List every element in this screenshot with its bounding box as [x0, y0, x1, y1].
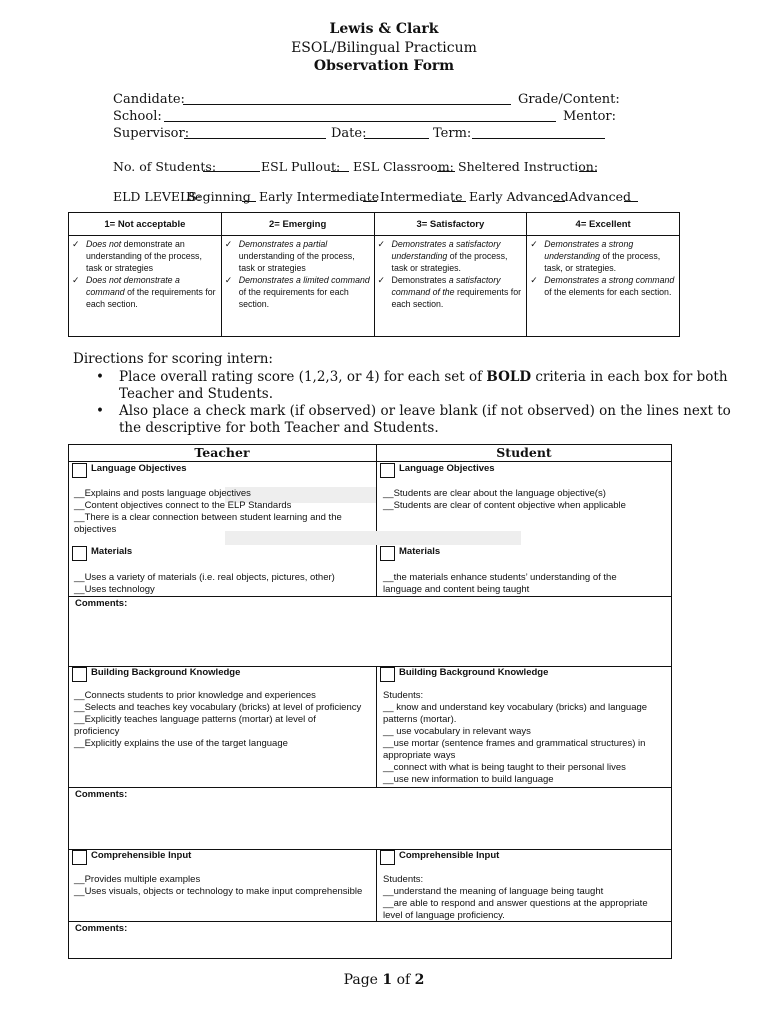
- form-title: Observation Form: [313, 58, 455, 74]
- criterion-line[interactable]: __ know and understand key vocabulary (bricks) and language: [383, 702, 648, 713]
- teacher-materials-score-box[interactable]: [72, 546, 87, 561]
- comments-label: Comments:: [75, 598, 128, 609]
- criterion-line[interactable]: __There is a clear connection between student learning and the: [74, 512, 342, 523]
- directions-bullet-2: Also place a check mark (if observed) or leave blank (if not observed) on the lines next to: [119, 403, 731, 419]
- criterion-line[interactable]: __Explains and posts language objectives: [74, 488, 251, 499]
- criterion-line[interactable]: __Provides multiple examples: [74, 874, 201, 885]
- criterion-line[interactable]: __Students are clear of content objective when applicable: [383, 500, 626, 511]
- teacher-background-heading: Building Background Knowledge: [72, 667, 240, 682]
- check-icon: ✓: [72, 275, 80, 285]
- eld-early-intermediate-field[interactable]: [363, 201, 377, 202]
- teacher-language-objectives-list: [74, 488, 374, 536]
- criterion-line: Students:: [383, 874, 424, 885]
- criterion-line: Students:: [383, 690, 424, 701]
- term-label: Term:: [433, 126, 472, 141]
- criterion-line[interactable]: __use mortar (sentence frames and grammatical structures) in: [383, 738, 646, 749]
- teacher-background-score-box[interactable]: [72, 667, 87, 682]
- teacher-language-objectives-score-box[interactable]: [72, 463, 87, 478]
- directions-title: Directions for scoring intern:: [73, 351, 273, 367]
- rubric-cell-3: ✓ Demonstrates a satisfactory understanding of the process, task or strategies. ✓ Demonstrates a satisfactory command of the requirements for each section.: [374, 236, 527, 337]
- criterion-line: appropriate ways: [383, 750, 456, 761]
- bullet-icon: •: [96, 369, 104, 385]
- teacher-language-objectives-heading: Language Objectives: [72, 463, 187, 478]
- criterion-line: patterns (mortar).: [383, 714, 457, 725]
- esl-classroom-label: ESL Classroom:: [353, 159, 454, 174]
- date-field[interactable]: [364, 138, 429, 139]
- form-institution: Lewis & Clark: [329, 21, 439, 37]
- student-comprehensible-heading: Comprehensible Input: [380, 850, 499, 865]
- student-materials-heading: Materials: [380, 546, 440, 561]
- student-materials-score-box[interactable]: [380, 546, 395, 561]
- check-icon: ✓: [530, 275, 538, 285]
- criterion-line[interactable]: __Content objectives connect to the ELP Standards: [74, 500, 292, 511]
- supervisor-field[interactable]: [184, 138, 326, 139]
- rubric-cell-2: ✓ Demonstrates a partial understanding of the process, task or strategies ✓ Demonstrates a limited command of the requirements for each section.: [221, 236, 374, 337]
- candidate-field[interactable]: [183, 104, 511, 105]
- eld-intermediate-label: Intermediate: [380, 189, 463, 204]
- directions-bullet-2-cont: the descriptive for both Teacher and Students.: [119, 420, 439, 436]
- criterion-line[interactable]: __Connects students to prior knowledge and experiences: [74, 690, 316, 701]
- directions-bullet-1: Place overall rating score (1,2,3, or 4) for each set of BOLD criteria in each box for both: [119, 369, 728, 385]
- check-icon: ✓: [224, 239, 233, 249]
- bullet-icon: •: [96, 403, 104, 419]
- eld-beginning-label: Beginning: [186, 189, 251, 204]
- student-language-objectives-score-box[interactable]: [380, 463, 395, 478]
- criterion-line[interactable]: __Uses visuals, objects or technology to make input comprehensible: [74, 886, 363, 897]
- rubric-table: [68, 212, 680, 337]
- rubric-header-4: 4= Excellent: [527, 213, 680, 236]
- criterion-line: level of language proficiency.: [383, 910, 505, 921]
- comments-label: Comments:: [75, 923, 128, 934]
- check-icon: ✓: [72, 239, 80, 249]
- teacher-comprehensible-score-box[interactable]: [72, 850, 87, 865]
- eld-advanced-label: Advanced: [569, 189, 631, 204]
- teacher-materials-heading: Materials: [72, 546, 132, 561]
- criterion-line[interactable]: __are able to respond and answer questions at the appropriate: [383, 898, 648, 909]
- criterion-line[interactable]: __connect with what is being taught to their personal lives: [383, 762, 626, 773]
- comments-area-3[interactable]: [70, 937, 670, 957]
- criterion-line[interactable]: __Explicitly explains the use of the target language: [74, 738, 288, 749]
- teacher-comprehensible-list: [74, 874, 374, 898]
- directions-bullet-1-cont: Teacher and Students.: [119, 386, 273, 402]
- date-label: Date:: [331, 126, 367, 141]
- teacher-comprehensible-heading: Comprehensible Input: [72, 850, 191, 865]
- esl-pullout-label: ESL Pullout:: [261, 159, 341, 174]
- grade-content-label: Grade/Content:: [518, 92, 620, 107]
- student-comprehensible-list: [383, 874, 669, 922]
- eld-early-advanced-label: Early Advanced: [469, 189, 569, 204]
- student-background-list: [383, 690, 669, 786]
- student-materials-list: [383, 572, 669, 596]
- esl-pullout-field[interactable]: [331, 171, 349, 172]
- criterion-line: objectives: [74, 524, 117, 535]
- eld-early-advanced-field[interactable]: [553, 201, 565, 202]
- eld-advanced-field[interactable]: [624, 201, 638, 202]
- check-icon: ✓: [377, 275, 385, 285]
- criterion-line: proficiency: [74, 726, 120, 737]
- num-students-label: No. of Students:: [113, 159, 217, 174]
- criterion-line[interactable]: __Uses technology: [74, 584, 155, 595]
- student-background-heading: Building Background Knowledge: [380, 667, 548, 682]
- student-language-objectives-list: [383, 488, 669, 512]
- candidate-label: Candidate:: [113, 92, 185, 107]
- student-language-objectives-heading: Language Objectives: [380, 463, 495, 478]
- comments-area-2[interactable]: [70, 803, 670, 847]
- criterion-line[interactable]: __Uses a variety of materials (i.e. real objects, pictures, other): [74, 572, 335, 583]
- teacher-materials-list: [74, 572, 374, 596]
- rubric-header-3: 3= Satisfactory: [374, 213, 527, 236]
- esl-classroom-field[interactable]: [437, 171, 455, 172]
- eld-early-intermediate-label: Early Intermediate: [259, 189, 380, 204]
- rubric-header-1: 1= Not acceptable: [69, 213, 222, 236]
- school-label: School:: [113, 109, 162, 124]
- school-field[interactable]: [164, 121, 556, 122]
- term-field[interactable]: [472, 138, 605, 139]
- page-number: Page 1 of 2: [343, 972, 425, 988]
- num-students-field[interactable]: [203, 171, 260, 172]
- check-icon: ✓: [377, 239, 385, 249]
- criterion-line[interactable]: __the materials enhance students’ understanding of the: [383, 572, 617, 583]
- teacher-column-header: Teacher: [194, 445, 250, 460]
- criterion-line[interactable]: __Explicitly teaches language patterns (mortar) at level of: [74, 714, 316, 725]
- student-background-score-box[interactable]: [380, 667, 395, 682]
- criterion-line[interactable]: __use new information to build language: [383, 774, 554, 785]
- criterion-line[interactable]: __Students are clear about the language objective(s): [383, 488, 606, 499]
- form-program: ESOL/Bilingual Practicum: [291, 40, 477, 56]
- sheltered-label: Sheltered Instruction:: [458, 159, 599, 174]
- check-icon: ✓: [530, 239, 538, 249]
- criterion-line: language and content being taught: [383, 584, 530, 595]
- check-icon: ✓: [224, 275, 233, 285]
- eld-levels-label: ELD LEVELS:: [113, 189, 202, 204]
- criterion-line[interactable]: __ use vocabulary in relevant ways: [383, 726, 531, 737]
- mentor-label: Mentor:: [563, 109, 617, 124]
- sheltered-field[interactable]: [579, 171, 597, 172]
- student-comprehensible-score-box[interactable]: [380, 850, 395, 865]
- comments-label: Comments:: [75, 789, 128, 800]
- rubric-header-2: 2= Emerging: [221, 213, 374, 236]
- rubric-cell-1: ✓ Does not demonstrate an understanding of the process, task or strategies ✓ Does not demonstrate a command of the requirements for each section.: [69, 236, 222, 337]
- supervisor-label: Supervisor:: [113, 126, 190, 141]
- criterion-line[interactable]: __Selects and teaches key vocabulary (bricks) at level of proficiency: [74, 702, 362, 713]
- student-column-header: Student: [496, 445, 552, 460]
- teacher-background-list: [74, 690, 374, 750]
- eld-beginning-field[interactable]: [242, 201, 256, 202]
- eld-intermediate-field[interactable]: [452, 201, 466, 202]
- rubric-cell-4: ✓ Demonstrates a strong understanding of the process, task, or strategies. ✓ Demonstrates a strong command of the elements for each section.: [527, 236, 680, 337]
- criterion-line[interactable]: __understand the meaning of language being taught: [383, 886, 604, 897]
- comments-area-1[interactable]: [70, 612, 670, 664]
